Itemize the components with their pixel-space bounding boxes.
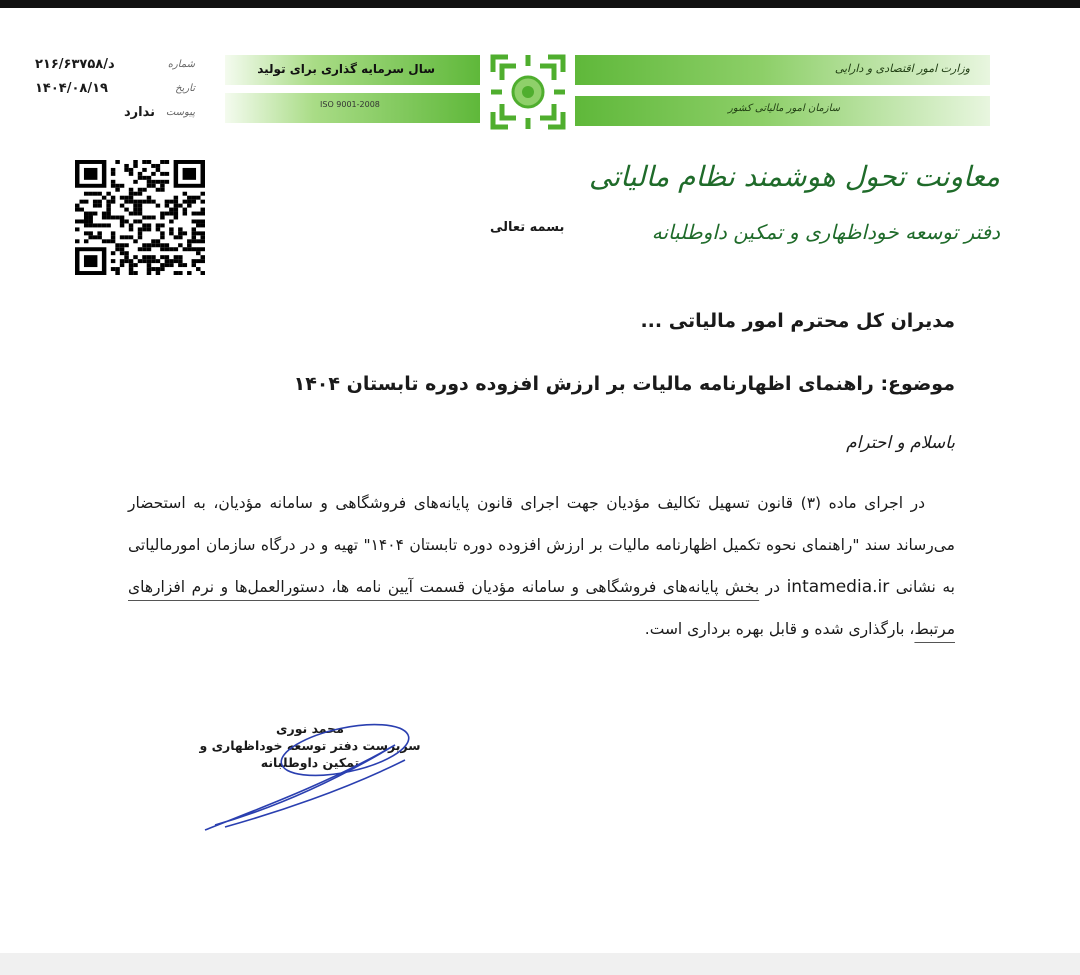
website-link[interactable]: intamedia.ir: [786, 577, 890, 597]
ministry-name: وزارت امور اقتصادی و دارایی: [834, 62, 970, 75]
letter-number: د/۲۱۶/۶۳۷۵۸: [35, 56, 115, 72]
iso-band: [225, 93, 480, 123]
handwritten-signature: [195, 715, 435, 835]
body-underlined-text: بخش پایانه‌های فروشگاهی و سامانه مؤدیان قسمت آیین نامه ها، دستورالعمل‌ها و نرم افزارهای مرتبط: [128, 578, 955, 638]
letter-meta: [35, 52, 195, 124]
letter-attachment: ندارد: [123, 104, 155, 120]
letter-date: ۱۴۰۴/۰۸/۱۹: [35, 80, 108, 96]
signatory-name: محمد نوری: [276, 721, 344, 736]
body-text-3: ، بارگذاری شده و قابل بهره برداری است.: [644, 620, 915, 638]
qr-code: [75, 160, 205, 275]
tax-organization-logo: [488, 52, 568, 132]
body-text-1: در اجرای ماده (۳) قانون تسهیل تکالیف مؤدیان جهت اجرای قانون پایانه‌های فروشگاهی و سامانه مؤدیان، به استحضار می‌رساند سند "راهنمای نحوه تکمیل اظهارنامه مالیات بر ارزش افزوده دوره تابستان ۱۴۰۴" تهیه و در درگاه سازمان امورمالیاتی به نشانی: [128, 494, 955, 596]
number-label: شماره: [167, 58, 195, 70]
organization-name: سازمان امور مالیاتی کشور: [728, 103, 840, 114]
letter-body: [128, 482, 955, 650]
office-title: دفتر توسعه خوداظهاری و تمکین داوطلبانه: [651, 220, 1000, 244]
top-bar: [0, 0, 1080, 8]
deputy-title: معاونت تحول هوشمند نظام مالیاتی: [589, 160, 1000, 193]
iso-text: ISO 9001-2008: [320, 100, 380, 109]
attachment-label: پیوست: [165, 106, 195, 118]
recipient: مدیران کل محترم امور مالیاتی ...: [640, 310, 955, 332]
bismillah: بسمه تعالی: [490, 220, 565, 235]
year-slogan: سال سرمایه گذاری برای تولید: [257, 62, 435, 76]
ministry-band: [575, 55, 990, 85]
organization-band: [575, 96, 990, 126]
bottom-bar: [0, 953, 1080, 975]
slogan-band: [225, 55, 480, 85]
greeting: باسلام و احترام: [846, 433, 955, 453]
signatory-title: سرپرست دفتر توسعه خوداظهاری و تمکین داوطلبانه: [199, 738, 421, 770]
body-text-2: در: [759, 578, 787, 596]
subject: موضوع: راهنمای اظهارنامه مالیات بر ارزش افزوده دوره تابستان ۱۴۰۴: [293, 373, 955, 395]
date-label: تاریخ: [175, 82, 195, 94]
